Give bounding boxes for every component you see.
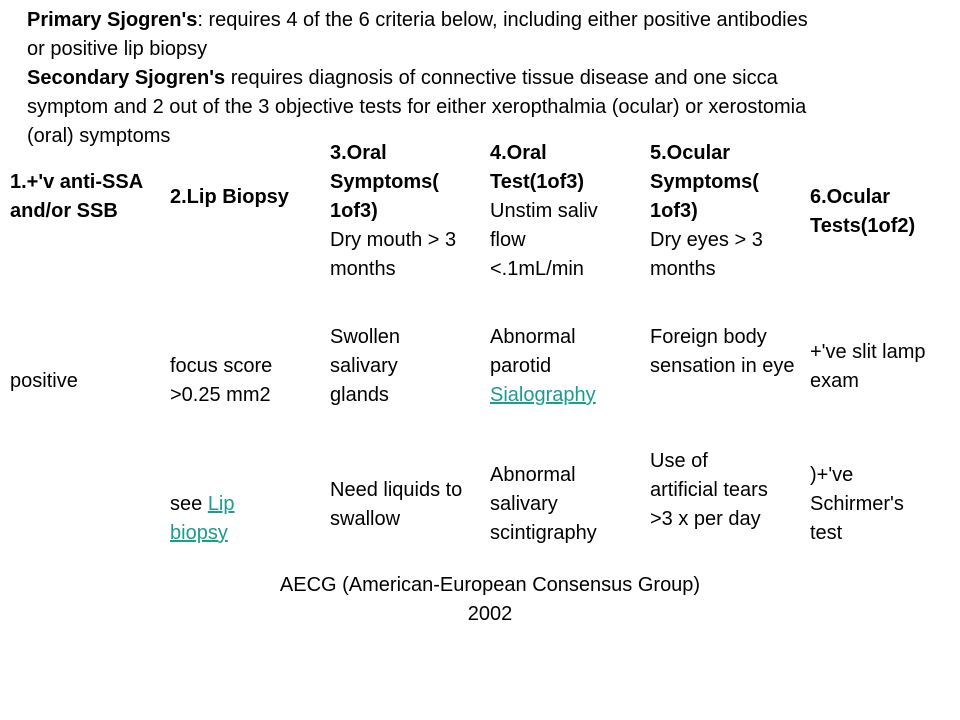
primary-line-1: Primary Sjogren's: requires 4 of the 6 criteria below, including either positive antibodies xyxy=(27,9,808,31)
header-oral-symptoms-detail: Dry mouth > 3 months xyxy=(330,229,457,280)
source-caption-line-1: AECG (American-European Consensus Group) xyxy=(279,574,701,596)
header-lip-biopsy: 2.Lip Biopsy xyxy=(170,186,289,208)
header-ocular-tests: 6.Ocular Tests(1of2) xyxy=(810,186,916,237)
header-oral-test: 4.Oral Test(1of3) Unstim saliv flow <.1mL/min xyxy=(490,142,598,280)
lip-biopsy-link-continued[interactable]: biopsy xyxy=(170,522,228,544)
source-caption-year: 2002 xyxy=(467,603,513,625)
header-ocular-symptoms-detail: Dry eyes > 3 months xyxy=(650,229,763,280)
row2-oral-test: Abnormal salivary scintigraphy xyxy=(490,464,597,544)
row1-antibodies: positive xyxy=(10,370,78,392)
lip-biopsy-link[interactable]: Lip xyxy=(207,493,235,515)
source-caption xyxy=(230,571,750,629)
row1-oral-symptoms: Swollen salivary glands xyxy=(330,326,401,406)
row2-ocular-tests: )+'ve Schirmer's test xyxy=(810,464,904,544)
primary-line-2: or positive lip biopsy xyxy=(27,38,208,60)
secondary-line-1: Secondary Sjogren's requires diagnosis of connective tissue disease and one sicca xyxy=(27,67,778,89)
row1-ocular-symptoms: Foreign body sensation in eye xyxy=(650,326,795,377)
row1-oral-test: Abnormal parotid Sialography xyxy=(490,326,596,406)
criteria-description xyxy=(27,6,957,151)
row2-oral-symptoms: Need liquids to swallow xyxy=(330,479,463,530)
row2-lip-biopsy: see Lip biopsy xyxy=(170,493,235,544)
header-ocular-symptoms: 5.Ocular Symptoms( 1of3) Dry eyes > 3 months xyxy=(650,142,763,280)
header-oral-symptoms: 3.Oral Symptoms( 1of3) Dry mouth > 3 months xyxy=(330,142,457,280)
secondary-line-3: (oral) symptoms xyxy=(27,125,171,147)
row1-ocular-tests: +'ve slit lamp exam xyxy=(810,341,926,392)
secondary-line-2: symptom and 2 out of the 3 objective tests for either xeropthalmia (ocular) or xerostomia xyxy=(27,96,807,118)
sialography-link[interactable]: Sialography xyxy=(490,384,596,406)
row1-lip-biopsy: focus score >0.25 mm2 xyxy=(170,355,273,406)
header-oral-test-detail: Unstim saliv flow <.1mL/min xyxy=(490,200,598,280)
header-antibodies: 1.+'v anti-SSA and/or SSB xyxy=(10,171,143,222)
row2-ocular-symptoms: Use of artificial tears >3 x per day xyxy=(650,450,768,530)
secondary-label: Secondary Sjogren's xyxy=(27,67,226,89)
primary-label: Primary Sjogren's xyxy=(27,9,198,31)
